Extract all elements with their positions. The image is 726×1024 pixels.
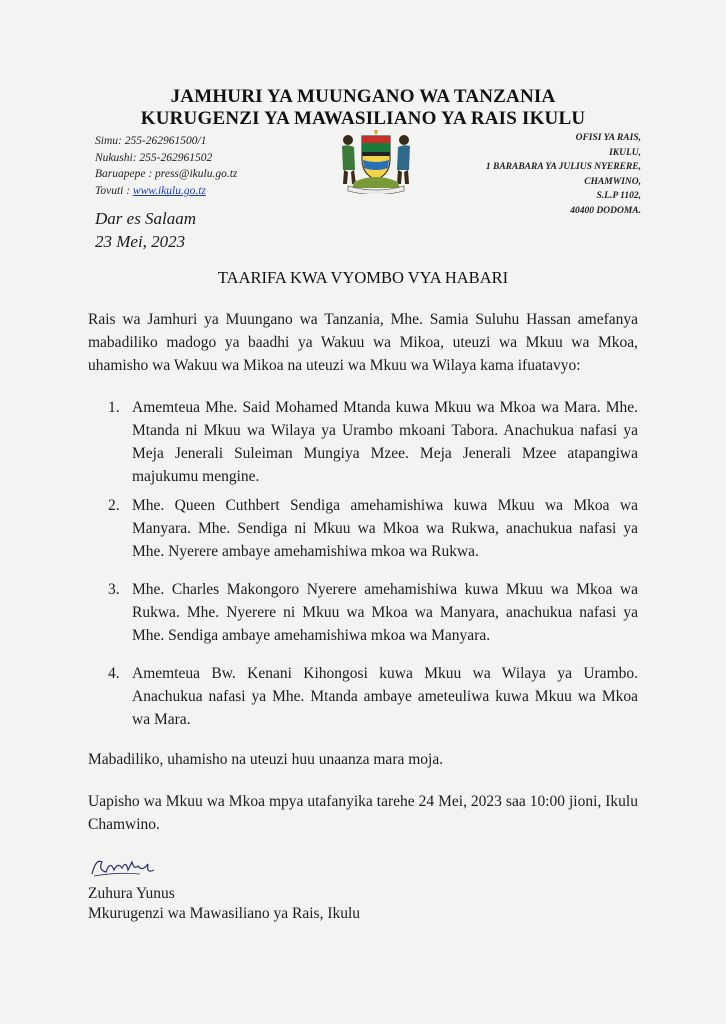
address-line: S.L.P 1102, <box>596 191 641 201</box>
list-item-number: 2. <box>108 497 120 514</box>
signer-name: Zuhura Yunus <box>88 885 175 902</box>
date-text: 23 Mei, 2023 <box>95 232 186 251</box>
address-line: CHAMWINO, <box>584 176 641 187</box>
list-item-text: Mhe. Queen Cuthbert Sendiga amehamishiwa kuwa Mkuu wa Mkoa wa Manyara. Mhe. Sendiga ni Mkuu wa Mkoa wa Rukwa, anachukua nafasi ya Mhe. Nyerere ambaye amehamishiwa mkoa wa Rukwa. <box>132 497 638 560</box>
fax-text: Nukushi: 255-262961502 <box>95 151 213 164</box>
list-item-text: Amemteua Bw. Kenani Kihongosi kuwa Mkuu wa Wilaya ya Urambo. Anachukua nafasi ya Mhe. Mtanda ambaye ameteuliwa kuwa Mkuu wa Mkoa wa Mara. <box>132 665 638 728</box>
place-date-block <box>95 207 196 253</box>
list-item-text: Amemteua Mhe. Said Mohamed Mtanda kuwa Mkuu wa Mkoa wa Mara. Mhe. Mtanda ni Mkuu wa Wilaya ya Urambo mkoani Tabora. Anachukua nafasi ya Meja Jenerali Suleiman Mungiya Mzee. Meja Jenerali Mzee atapangiwa majukumu mengine. <box>132 399 638 485</box>
address-line: IKULU, <box>609 147 641 158</box>
signer-title: Mkurugenzi wa Mawasiliano ya Rais, Ikulu <box>88 905 361 922</box>
contact-block <box>95 133 237 199</box>
list-item-text: Mhe. Charles Makongoro Nyerere amehamishiwa kuwa Mkuu wa Mkoa wa Rukwa. Mhe. Nyerere ni Mkuu wa Mkoa wa Manyara, anachukua nafasi ya Mhe. Sendiga ambaye amehamishiwa mkoa wa Manyara. <box>132 581 638 644</box>
phone-text: Simu: 255-262961500/1 <box>95 135 207 147</box>
document-heading: TAARIFA KWA VYOMBO VYA HABARI <box>217 268 509 287</box>
office-address <box>486 131 641 218</box>
list-item-number: 1. <box>108 399 120 416</box>
list-item-number: 4. <box>108 665 120 682</box>
list-item <box>108 662 638 731</box>
address-line: 1 BARABARA YA JULIUS NYERERE, <box>485 162 641 172</box>
place-text: Dar es Salaam <box>95 209 197 228</box>
list-item-number: 3. <box>108 581 120 598</box>
coat-of-arms-icon <box>330 126 422 194</box>
email-text: Baruapepe : press@ikulu.go.tz <box>95 168 238 180</box>
website-label: Tovuti : <box>95 184 133 197</box>
website-link[interactable]: www.ikulu.go.tz <box>132 184 206 197</box>
header-title-country: JAMHURI YA MUUNGANO WA TANZANIA <box>170 86 556 107</box>
list-item <box>108 396 638 488</box>
signer-block <box>88 884 360 924</box>
address-line: OFISI YA RAIS, <box>575 133 641 143</box>
address-line: 40400 DODOMA. <box>570 205 641 216</box>
header-title-directorate: KURUGENZI YA MAWASILIANO YA RAIS IKULU <box>140 108 586 129</box>
website-row <box>95 183 237 200</box>
signature-icon <box>88 852 158 882</box>
list-item <box>108 494 638 563</box>
swearing-in-paragraph: Uapisho wa Mkuu wa Mkoa mpya utafanyika tarehe 24 Mei, 2023 saa 10:00 jioni, Ikulu Chamwino. <box>88 793 638 833</box>
list-item <box>108 578 638 647</box>
intro-paragraph: Rais wa Jamhuri ya Muungano wa Tanzania, Mhe. Samia Suluhu Hassan amefanya mabadiliko madogo ya baadhi ya Wakuu wa Mikoa, uteuzi wa Mkuu wa Mkoa, uhamisho wa Wakuu wa Mikoa na uteuzi wa Mkuu wa Wilaya kama ifuatavyo: <box>88 311 638 374</box>
effective-date-paragraph: Mabadiliko, uhamisho na uteuzi huu unaanza mara moja. <box>88 751 444 768</box>
